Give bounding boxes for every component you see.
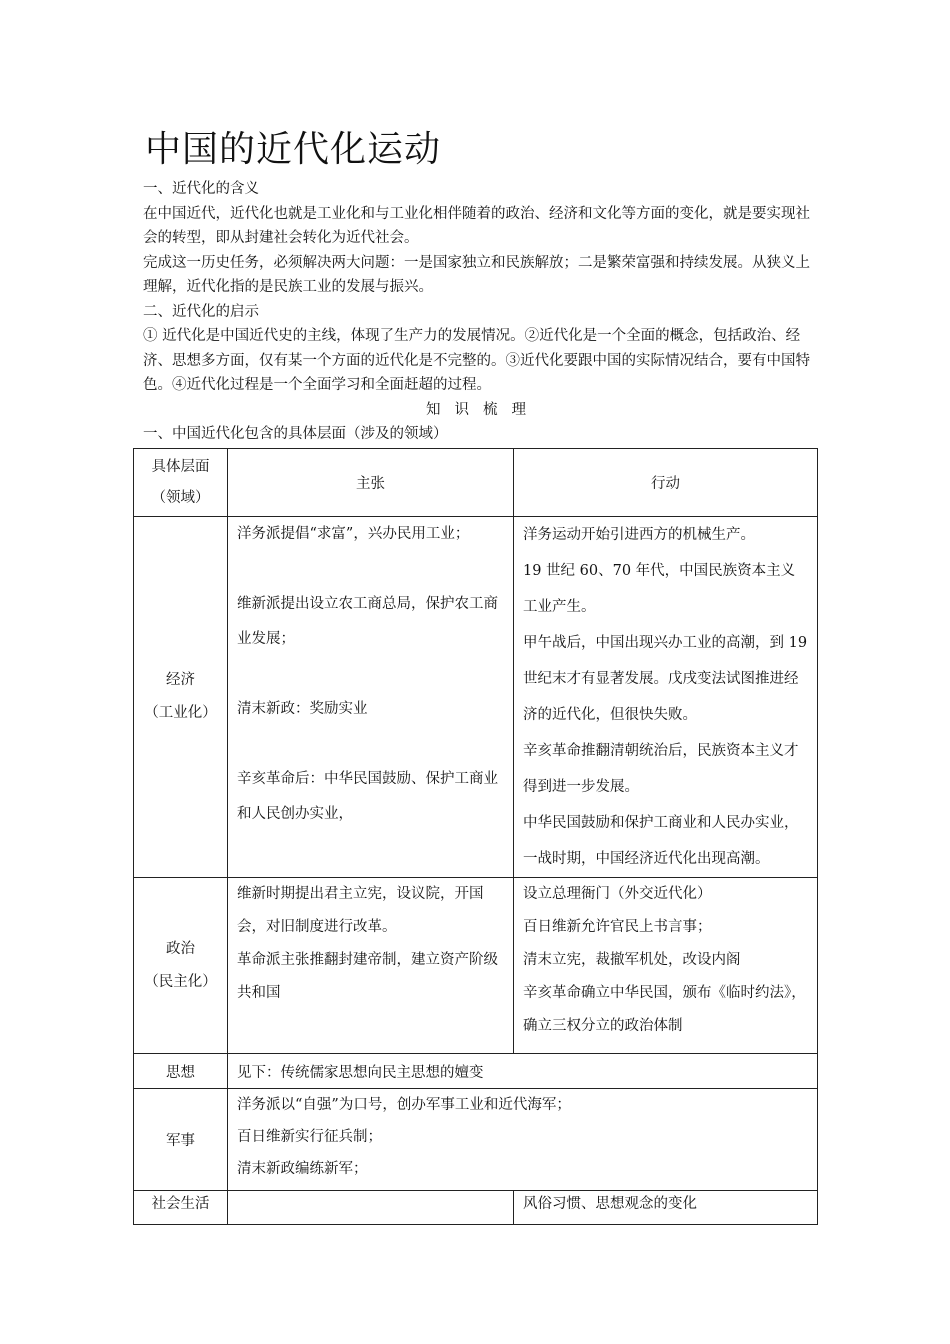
thought-label: 思想 xyxy=(134,1054,228,1089)
politics-label-cell xyxy=(134,878,228,1054)
politics-sublabel: （民主化） xyxy=(144,973,217,990)
politics-action: 辛亥革命确立中华民国，颁布《临时约法》，确立三权分立的政治体制 xyxy=(523,985,806,1034)
politics-action: 清末立宪，裁撤军机处，改设内阁 xyxy=(523,952,741,968)
economy-claim: 洋务派提倡“求富”，兴办民用工业； xyxy=(237,526,470,542)
politics-claim: 革命派主张推翻封建帝制，建立资产阶级共和国 xyxy=(237,952,498,1001)
knowledge-heading: 知识梳理 xyxy=(426,401,540,418)
table-row-thought xyxy=(134,1054,818,1089)
politics-claim: 维新时期提出君主立宪，设议院，开国会，对旧制度进行改革。 xyxy=(237,886,484,935)
section-1-heading: 一、近代化的含义 xyxy=(143,181,259,197)
economy-action: 洋务运动开始引进西方的机械生产。 xyxy=(523,527,755,543)
economy-action: 19 世纪 60、70 年代，中国民族资本主义工业产生。 xyxy=(523,563,796,615)
document-body xyxy=(143,125,823,446)
section-1-paragraph-1: 在中国近代，近代化也就是工业化和与工业化相伴随着的政治、经济和文化等方面的变化，就是要实现社会的转型，即从封建社会转化为近代社会。 xyxy=(143,205,810,246)
section-2-heading: 二、近代化的启示 xyxy=(143,303,259,320)
politics-actions-cell xyxy=(514,878,818,1054)
economy-claims-cell xyxy=(228,517,514,878)
economy-action: 甲午战后，中国出现兴办工业的高潮，到 19 世纪末才有显著发展。戊戌变法试图推进经济的近代化，但很快失败。 xyxy=(523,635,808,723)
table-header-row xyxy=(134,449,818,517)
modernization-table xyxy=(133,448,818,1225)
section-1-paragraph-2: 完成这一历史任务，必须解决两大问题：一是国家独立和民族解放；二是繁荣富强和持续发展。从狭义上理解，近代化指的是民族工业的发展与振兴。 xyxy=(143,254,810,295)
society-label: 社会生活 xyxy=(134,1191,228,1225)
politics-label: 政治 xyxy=(166,940,195,957)
politics-action: 百日维新允许官民上书言事； xyxy=(523,919,712,935)
table-row-military xyxy=(134,1089,818,1191)
economy-action: 辛亥革命推翻清朝统治后，民族资本主义才得到进一步发展。 xyxy=(523,743,799,795)
page-title: 中国的近代化运动 xyxy=(145,129,442,170)
header-domain-line2: （领域） xyxy=(151,489,210,506)
table-row-economy xyxy=(134,517,818,878)
economy-actions-cell xyxy=(514,517,818,878)
society-actions: 风俗习惯、思想观念的变化 xyxy=(514,1191,818,1225)
header-domain-cell xyxy=(134,449,228,517)
economy-claim: 清末新政：奖励实业 xyxy=(237,701,368,717)
military-line: 清末新政编练新军； xyxy=(237,1161,368,1177)
table-heading: 一、中国近代化包含的具体层面（涉及的领域） xyxy=(143,425,448,442)
society-claims xyxy=(228,1191,514,1225)
military-line: 百日维新实行征兵制； xyxy=(237,1129,382,1145)
section-2-paragraph: ① 近代化是中国近代史的主线，体现了生产力的发展情况。②近代化是一个全面的概念，包括政治、经济、思想多方面，仅有某一个方面的近代化是不完整的。③近代化要跟中国的实际情况结合，要有中国特色。④近代化过程是一个全面学习和全面赶超的过程。 xyxy=(143,328,810,393)
table-row-politics xyxy=(134,878,818,1054)
header-claims: 主张 xyxy=(228,449,514,517)
economy-claim: 辛亥革命后：中华民国鼓励、保护工商业和人民创办实业， xyxy=(237,771,498,822)
politics-action: 设立总理衙门（外交近代化） xyxy=(523,886,712,902)
economy-label: 经济 xyxy=(166,672,195,688)
economy-action: 中华民国鼓励和保护工商业和人民办实业，一战时期，中国经济近代化出现高潮。 xyxy=(523,815,799,867)
header-domain-line1: 具体层面 xyxy=(151,458,210,475)
military-content-cell xyxy=(228,1089,818,1191)
economy-claim: 维新派提出设立农工商总局，保护农工商业发展； xyxy=(237,596,498,647)
military-line: 洋务派以“自强”为口号，创办军事工业和近代海军； xyxy=(237,1097,571,1113)
table-row-society xyxy=(134,1191,818,1225)
economy-label-cell xyxy=(134,517,228,878)
politics-claims-cell xyxy=(228,878,514,1054)
thought-content: 见下：传统儒家思想向民主思想的嬗变 xyxy=(228,1054,818,1089)
economy-sublabel: （工业化） xyxy=(144,705,217,721)
header-actions: 行动 xyxy=(514,449,818,517)
military-label: 军事 xyxy=(134,1089,228,1191)
